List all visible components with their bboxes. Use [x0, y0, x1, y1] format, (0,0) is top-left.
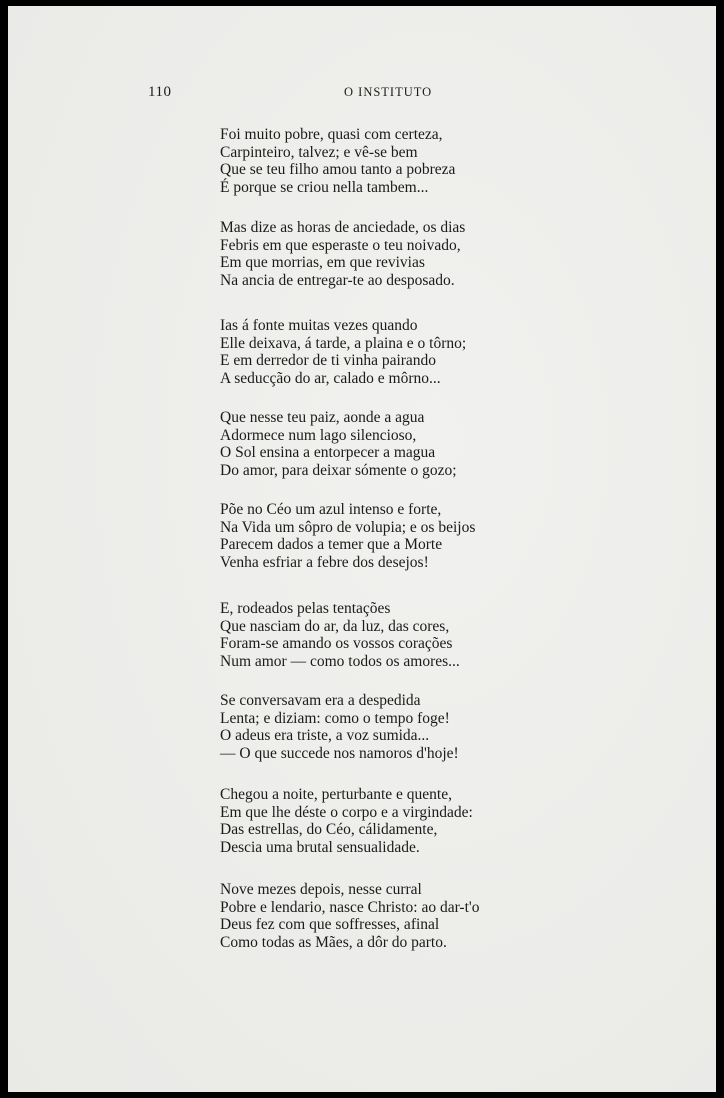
book-page [8, 6, 716, 1092]
poem-line: Lenta; e diziam: como o tempo foge! [220, 709, 450, 727]
poem-line: Foi muito pobre, quasi com certeza, [220, 126, 443, 143]
poem-line: Deus fez com que soffresses, afinal [220, 916, 440, 933]
poem-line: Elle deixava, á tarde, a plaina e o tôrno; [220, 334, 467, 352]
poem-line: Foram-se amando os vossos corações [220, 635, 453, 652]
poem-line: Pobre e lendario, nasce Christo: ao dar-t'o [220, 898, 480, 916]
poem-line: Que nasciam do ar, da luz, das cores, [220, 617, 450, 635]
poem-line: E, rodeados pelas tentações [220, 600, 391, 617]
poem-line: Num amor — como todos os amores... [220, 652, 460, 670]
stanza-8 [220, 786, 640, 856]
poem-line: Febris em que esperaste o teu noivado, [220, 236, 461, 254]
poem-line: A seducção do ar, calado e môrno... [220, 369, 441, 387]
poem-line: Em que lhe déste o corpo e a virgindade: [220, 803, 473, 821]
poem-line: Como todas as Mães, a dôr do parto. [220, 933, 447, 951]
page-header [8, 84, 716, 104]
stanza-6 [220, 600, 640, 670]
poem-line: Na ancia de entregar-te ao desposado. [220, 271, 455, 289]
page-number: 110 [148, 84, 172, 100]
poem-line: Mas dize as horas de anciedade, os dias [220, 219, 466, 236]
poem-line: O adeus era triste, a voz sumida... [220, 727, 430, 744]
poem-line: Venha esfriar a febre dos desejos! [220, 553, 429, 571]
poem-line: Na Vida um sôpro de volupia; e os beijos [220, 518, 476, 536]
poem-line: É porque se criou nella tambem... [220, 178, 429, 196]
poem-line: — O que succede nos namoros d'hoje! [220, 744, 459, 762]
stanza-4 [220, 409, 640, 479]
stanza-5 [220, 501, 640, 571]
poem-line: O Sol ensina a entorpecer a magua [220, 444, 436, 461]
poem-line: Chegou a noite, perturbante e quente, [220, 786, 452, 803]
poem-line: Nove mezes depois, nesse curral [220, 881, 422, 898]
stanza-9 [220, 881, 640, 951]
stanza-7 [220, 692, 640, 762]
poem-line: Adormece num lago silencioso, [220, 426, 417, 444]
stanza-3 [220, 317, 640, 387]
poem-line: Do amor, para deixar sómente o gozo; [220, 461, 457, 479]
poem-line: Põe no Céo um azul intenso e forte, [220, 501, 442, 518]
poem-line: Ias á fonte muitas vezes quando [220, 317, 418, 334]
poem-line: Em que morrias, em que revivias [220, 254, 425, 271]
poem-line: Descia uma brutal sensualidade. [220, 838, 420, 856]
poem-line: Que se teu filho amou tanto a pobreza [220, 161, 456, 178]
poem-line: Que nesse teu paiz, aonde a agua [220, 409, 425, 426]
stanza-1 [220, 126, 640, 196]
poem-line: Das estrellas, do Céo, cálidamente, [220, 821, 438, 838]
poem-line: E em derredor de ti vinha pairando [220, 352, 437, 369]
poem-line: Carpinteiro, talvez; e vê-se bem [220, 143, 418, 161]
poem-line: Parecem dados a temer que a Morte [220, 536, 443, 553]
running-head: O INSTITUTO [344, 85, 433, 99]
poem-line: Se conversavam era a despedida [220, 692, 421, 709]
stanza-2 [220, 219, 640, 289]
